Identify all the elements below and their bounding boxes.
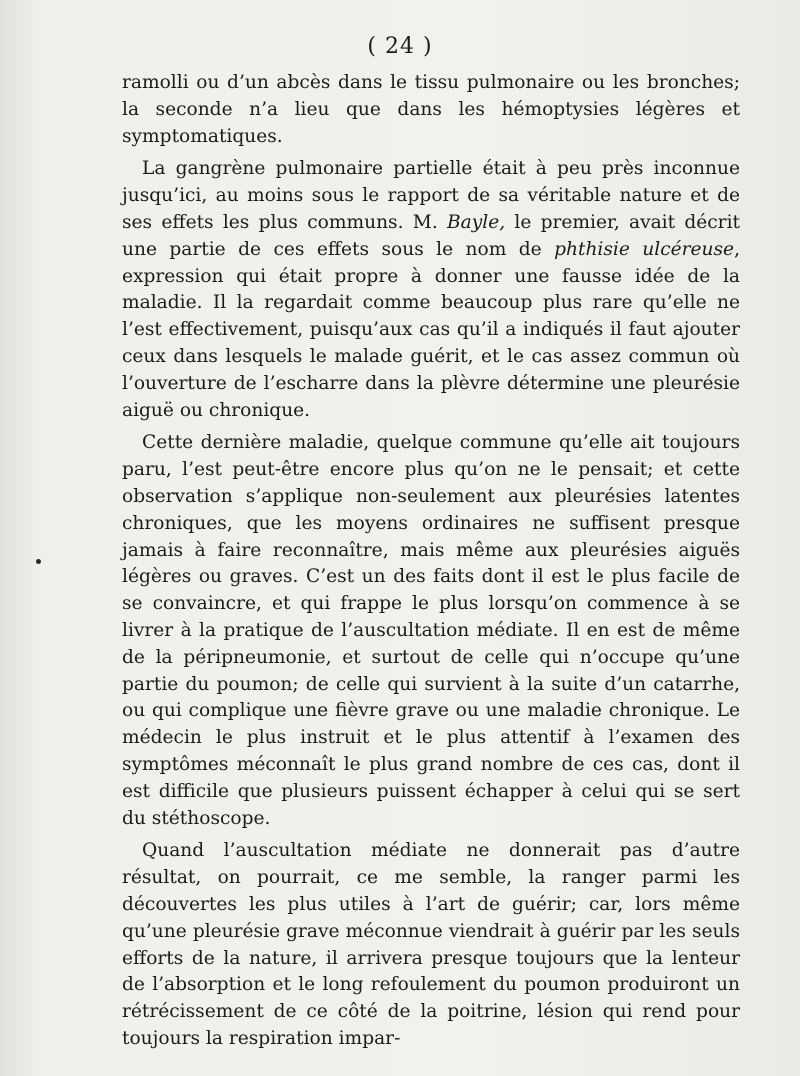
author-name: Bayle,	[447, 211, 506, 233]
disease-term: phthisie ulcéreuse	[554, 238, 735, 260]
paragraph-3: Cette dernière maladie, quelque commune qu’elle ait toujours paru, l’est peut-être encore plus qu’on ne le pensait; et cette observation s’applique non-seulement aux pleurésies latentes chroniques, que les moyens ordinaires ne suffisent presque jamais à faire reconnaître, mais même aux pleurésies aiguës légères ou graves. C’est un des faits dont il est le plus facile de se convaincre, et qui frappe le plus lorsqu’on commence à se livrer à la pratique de l’auscultation médiate. Il en est de même de la péripneumonie, et surtout de celle qui n’occupe qu’une partie du poumon; de celle qui survient à la suite d’un catarrhe, ou qui complique une fièvre grave ou une maladie chronique. Le médecin le plus instruit et le plus attentif à l’examen des symptômes méconnaît le plus grand nombre de ces cas, dont il est difficile que plusieurs puissent échapper à celui qui se sert du stéthoscope.	[122, 432, 740, 829]
margin-ink-dot	[36, 559, 41, 564]
body-text	[122, 70, 740, 1053]
paragraph-2-text-b: le premier, avait décrit une partie de ces effets sous le nom de	[122, 211, 740, 260]
paragraph-2-text-c: , expression qui était propre à donner une fausse idée de la maladie. Il la regardait comme beaucoup plus rare qu’elle ne l’est effectivement, puisqu’aux cas qu’il a indiqués il faut ajouter ceux dans lesquels le malade guérit, et le cas assez commun où l’ouverture de l’escharre dans la plèvre détermine une pleurésie aiguë ou chronique.	[122, 238, 740, 421]
paragraph-4: Quand l’auscultation médiate ne donnerait pas d’autre résultat, on pourrait, ce me semble, la ranger parmi les découvertes les plus utiles à l’art de guérir; car, lors même qu’une pleurésie grave méconnue viendrait à guérir par les seuls efforts de la nature, il arrivera presque toujours que la lenteur de l’absorption et le long refoulement du poumon produiront un rétrécissement de ce côté de la poitrine, lésion qui rend pour toujours la respiration impar-	[122, 840, 740, 1049]
paragraph-1: ramolli ou d’un abcès dans le tissu pulmonaire ou les bronches; la seconde n’a lieu que dans les hémoptysies légères et symptomatiques.	[122, 72, 740, 147]
paragraph-2	[122, 156, 740, 424]
paragraph-2-text-a: La gangrène pulmonaire partielle était à peu près inconnue jusqu’ici, au moins sous le rapport de sa véritable nature et de ses effets les plus communs. M.	[122, 158, 740, 233]
page-number: ( 24 )	[367, 34, 433, 59]
